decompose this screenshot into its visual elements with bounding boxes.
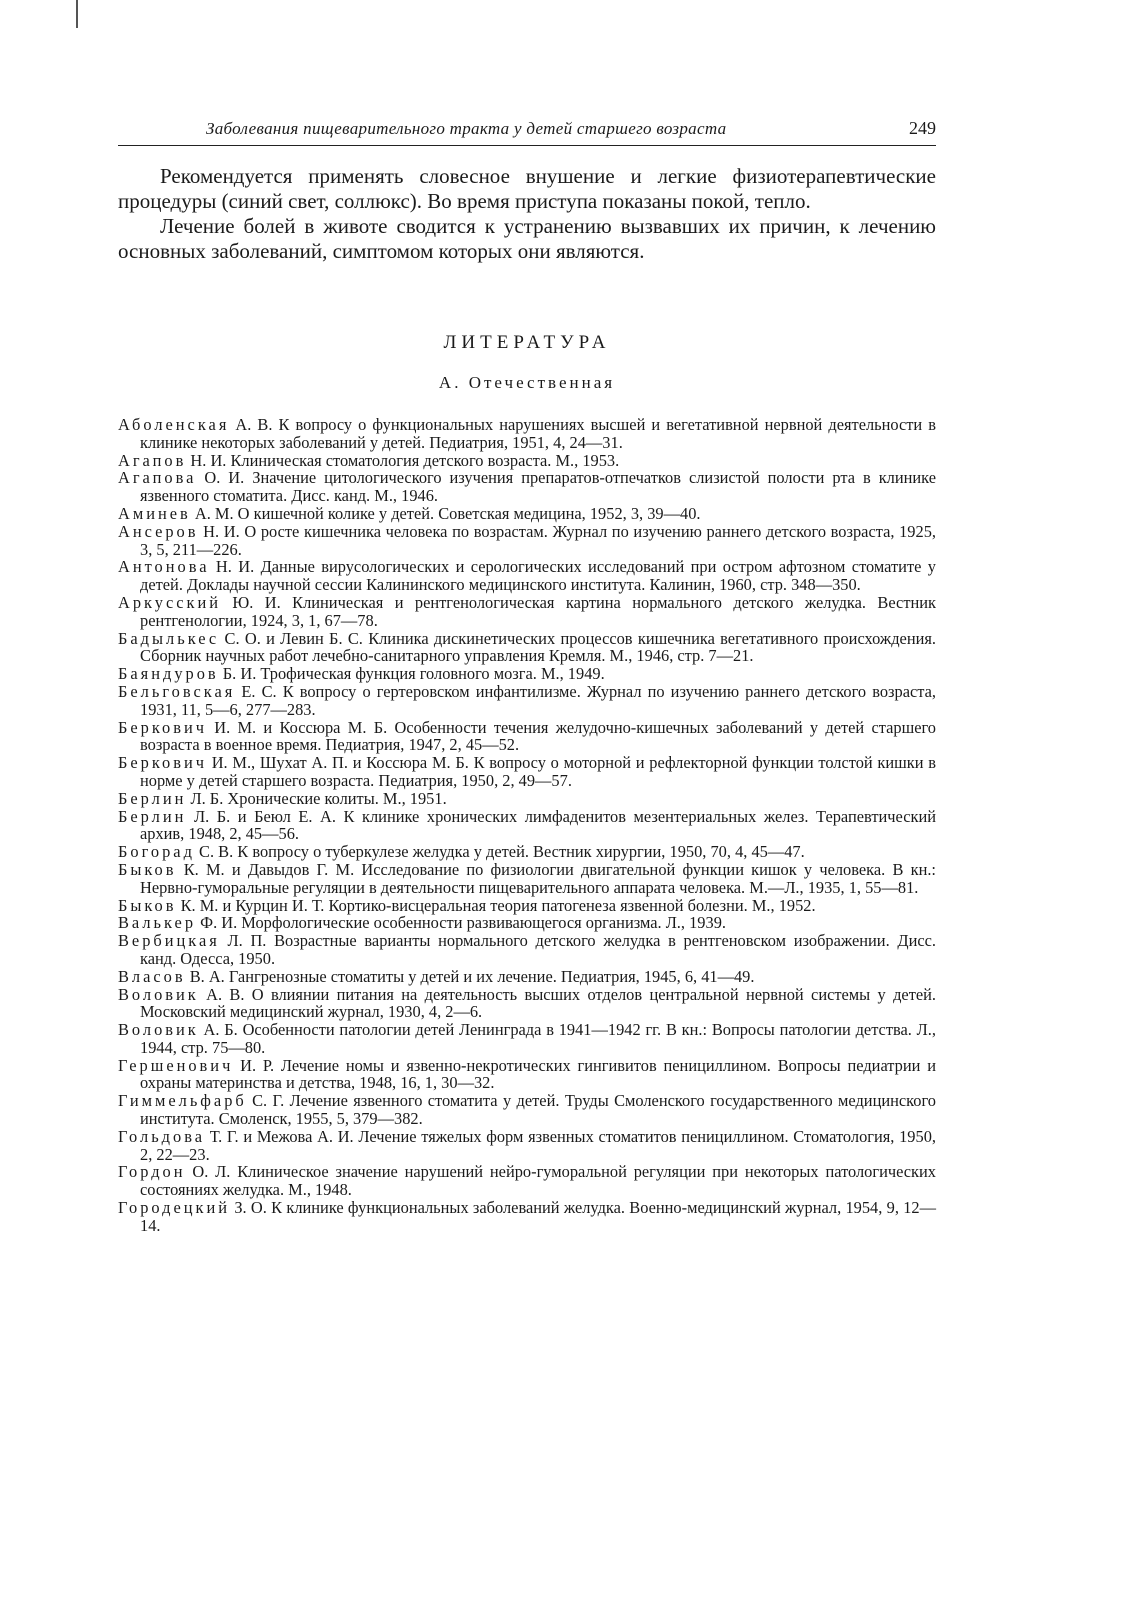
reference-author: Аркусский [118,592,222,612]
reference-author: Воловик [118,1020,199,1040]
reference-entry [118,1021,936,1057]
reference-entry [118,416,936,452]
reference-text: З. О. К клинике функциональных заболеваний желудка. Военно-медицинский журнал, 1954, 9, 12—14. [140,1198,936,1235]
reference-author: Быков [118,859,177,879]
reference-author: Быков [118,895,177,915]
reference-author: Вербицкая [118,931,220,951]
reference-text: И. М. и Коссюра М. Б. Особенности течения желудочно-кишечных заболеваний у детей старшего возраста в военное время. Педиатрия, 1947, 2, 45—52. [140,717,936,755]
reference-text: И. М., Шухат А. П. и Коссюра М. Б. К вопросу о моторной и рефлекторной функции толстой кишки в норме у детей старшего возраста. Педиатрия, 1950, 2, 49—57. [140,753,936,790]
reference-author: Агапова [118,468,197,488]
reference-text: Л. Б. Хронические колиты. М., 1951. [186,788,447,808]
paragraph: Лечение болей в животе сводится к устранению вызвавших их причин, к лечению основных заболеваний, симптомом которых они являются. [118,214,936,263]
reference-text: Ю. И. Клиническая и рентгенологическая картина нормального детского желудка. Вестник рентгенологии, 1924, 3, 1, 67—78. [140,592,936,630]
reference-entry [118,808,936,844]
reference-entry [118,932,936,968]
reference-author: Беркович [118,717,207,737]
reference-text: Е. С. К вопросу о гертеровском инфантилизме. Журнал по изучению раннего детского возраста, 1931, 11, 5—6, 277—283. [140,681,936,719]
reference-text: Н. И. Данные вирусологических и серологических исследований при остром афтозном стоматите у детей. Доклады научной сессии Калининского медицинского института. Калинин, 1960, стр. 348—350. [140,557,936,595]
reference-author: Беркович [118,753,207,773]
reference-author: Гершенович [118,1055,234,1075]
reference-author: Агапов [118,450,187,470]
reference-entry [118,914,936,932]
body-text [118,164,936,264]
reference-entry [118,452,936,470]
reference-author: Аминев [118,503,191,523]
reference-entry [118,754,936,790]
reference-entry [118,719,936,755]
reference-author: Власов [118,966,186,986]
reference-text: Т. Г. и Межова А. И. Лечение тяжелых форм язвенных стоматитов пенициллином. Стоматология, 1950, 2, 22—23. [140,1126,936,1164]
running-header [118,115,936,146]
paragraph: Рекомендуется применять словесное внушение и легкие физиотерапевтические процедуры (синий свет, соллюкс). Во время приступа показаны покой, тепло. [118,164,936,213]
reference-author: Гольдова [118,1126,206,1146]
reference-text: А. В. К вопросу о функциональных нарушениях высшей и вегетативной нервной деятельности в клинике некоторых заболеваний у детей. Педиатрия, 1951, 4, 24—31. [140,415,936,452]
reference-entry [118,505,936,523]
literature-heading: ЛИТЕРАТУРА [443,332,611,353]
reference-text: С. Г. Лечение язвенного стоматита у детей. Труды Смоленского государственного медицинского института. Смоленск, 1955, 5, 379—382. [140,1091,936,1129]
reference-author: Валькер [118,913,197,933]
reference-entry [118,897,936,915]
reference-text: А. В. О влиянии питания на деятельность высших отделов центральной нервной системы у детей. Московский медицинский журнал, 1930, 4, 2—6. [140,984,936,1022]
reference-text: О. И. Значение цитологического изучения препаратов-отпечатков слизистой полости рта в клинике язвенного стоматита. Дисс. канд. М., 1946. [140,468,936,506]
reference-entry [118,1163,936,1199]
reference-entry [118,1199,936,1235]
reference-text: Л. Б. и Беюл Е. А. К клинике хронических лимфаденитов мезентериальных желез. Терапевтический архив, 1948, 2, 45—56. [140,806,936,844]
reference-entry [118,1057,936,1093]
reference-text: Н. И. О росте кишечника человека по возрастам. Журнал по изучению раннего детского возраста, 1925, 3, 5, 211—226. [140,521,936,559]
reference-text: С. В. К вопросу о туберкулезе желудка у детей. Вестник хирургии, 1950, 70, 4, 45—47. [194,842,805,862]
reference-entry [118,1128,936,1164]
reference-author: Берлин [118,806,187,826]
reference-author: Бадылькес [118,628,220,648]
reference-author: Городецкий [118,1198,231,1218]
reference-author: Ансеров [118,521,199,541]
reference-text: Б. И. Трофическая функция головного мозга. М., 1949. [218,664,605,684]
reference-text: С. О. и Левин Б. С. Клиника дискинетических процессов кишечника вегетативного происхождения. Сборник научных работ лечебно-санитарного управления Кремля. М., 1946, стр. 7—21. [140,628,936,666]
reference-text: К. М. и Давыдов Г. М. Исследование по физиологии двигательной функции кишок у человека. В кн.: Нервно-гуморальные регуляции в деятельности пищеварительного аппарата человека. М.—Л., 1935, 1, 55—81. [140,859,936,897]
reference-author: Антонова [118,557,210,577]
reference-entry [118,843,936,861]
reference-entry [118,861,936,897]
reference-text: К. М. и Курцин И. Т. Кортико-висцеральная теория патогенеза язвенной болезни. М., 1952. [176,895,816,915]
reference-author: Берлин [118,788,187,808]
reference-entry [118,469,936,505]
reference-entry [118,1092,936,1128]
reference-author: Аболенская [118,415,230,434]
reference-text: В. А. Гангренозные стоматиты у детей и их лечение. Педиатрия, 1945, 6, 41—49. [185,966,755,986]
reference-entry [118,523,936,559]
reference-author: Богорад [118,842,195,862]
reference-entry [118,790,936,808]
reference-text: О. Л. Клиническое значение нарушений нейро-гуморальной регуляции при некоторых патологических состояниях желудка. М., 1948. [140,1162,936,1200]
reference-text: Ф. И. Морфологические особенности развивающегося организма. Л., 1939. [196,913,726,933]
reference-author: Баяндуров [118,664,219,684]
page-number: 249 [909,118,936,138]
reference-entry [118,630,936,666]
reference-author: Гиммельфарб [118,1091,247,1111]
reference-entry [118,986,936,1022]
reference-entry [118,968,936,986]
reference-list [118,416,936,1235]
reference-entry [118,665,936,683]
reference-text: И. Р. Лечение номы и язвенно-некротических гингивитов пенициллином. Вопросы педиатрии и охраны материнства и детства, 1948, 16, 1, 30—32. [140,1055,936,1093]
reference-text: Н. И. Клиническая стоматология детского возраста. М., 1953. [186,450,620,470]
reference-text: Л. П. Возрастные варианты нормального детского желудка в рентгеновском изображении. Дисс. канд. Одесса, 1950. [140,931,936,968]
reference-text: А. Б. Особенности патологии детей Ленинграда в 1941—1942 гг. В кн.: Вопросы патологии детства. Л., 1944, стр. 75—80. [140,1020,936,1057]
scan-mark [76,0,78,28]
reference-author: Гордон [118,1162,186,1182]
reference-text: А. М. О кишечной колике у детей. Советская медицина, 1952, 3, 39—40. [190,503,701,523]
reference-entry [118,594,936,630]
reference-entry [118,558,936,594]
reference-author: Бельговская [118,681,236,701]
running-title: Заболевания пищеварительного тракта у детей старшего возраста [206,119,727,138]
reference-author: Воловик [118,984,199,1004]
reference-entry [118,683,936,719]
literature-subheading: А. Отечественная [438,373,616,392]
